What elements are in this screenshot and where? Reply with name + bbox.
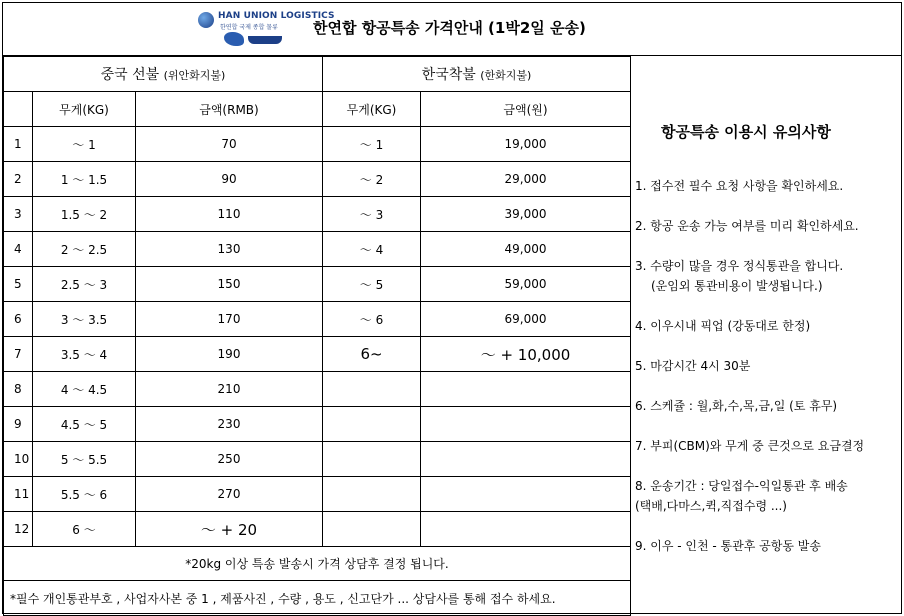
table-row	[4, 372, 631, 407]
page-title: 한연합 항공특송 가격안내 (1박2일 운송)	[313, 19, 586, 37]
notice-item: 4. 이우시내 픽업 (강동대로 한정)	[635, 319, 811, 333]
cn-amount-cell: 270	[136, 477, 323, 512]
kr-weight-cell	[323, 512, 421, 547]
table-row	[4, 162, 631, 197]
cn-amount-cell: 130	[136, 232, 323, 267]
row-number: 7	[4, 337, 33, 372]
price-sheet	[2, 2, 902, 614]
kr-weight-column-header: 무게(KG)	[323, 92, 421, 127]
cn-weight-cell: ～ 1	[33, 127, 136, 162]
notice-item-detail: (택배,다마스,퀵,직접수령 ...)	[635, 499, 787, 513]
row-number: 2	[4, 162, 33, 197]
kr-amount-cell: 39,000	[421, 197, 631, 232]
logo-text: HAN UNION LOGISTICS	[218, 11, 335, 21]
notice-title: 항공특송 이용시 유의사항	[661, 123, 831, 141]
index-column-header	[4, 92, 33, 127]
cn-weight-cell: 3 ～ 3.5	[33, 302, 136, 337]
china-section-subtitle: (위안화지불)	[163, 69, 226, 82]
row-number: 12	[4, 512, 33, 547]
cn-weight-column-header: 무게(KG)	[33, 92, 136, 127]
cn-amount-column-header: 금액(RMB)	[136, 92, 323, 127]
kr-amount-cell	[421, 372, 631, 407]
cn-weight-cell: 2.5 ～ 3	[33, 267, 136, 302]
kr-weight-cell	[323, 442, 421, 477]
required-docs-note: *필수 개인통관부호 , 사업자사본 중 1 , 제품사진 , 수량 , 용도 , 신고단가 ... 상담사를 통해 접수 하세요.	[4, 581, 631, 616]
row-number: 1	[4, 127, 33, 162]
table-row	[4, 512, 631, 547]
cn-weight-cell: 4.5 ～ 5	[33, 407, 136, 442]
row-number: 3	[4, 197, 33, 232]
cn-amount-cell: 210	[136, 372, 323, 407]
kr-amount-cell	[421, 407, 631, 442]
kr-amount-cell: 69,000	[421, 302, 631, 337]
consult-note: *20kg 이상 특송 발송시 가격 상담후 결정 됩니다.	[4, 547, 631, 581]
cn-amount-cell: 110	[136, 197, 323, 232]
row-number: 9	[4, 407, 33, 442]
cn-weight-cell: 1.5 ～ 2	[33, 197, 136, 232]
notice-item: 5. 마감시간 4시 30분	[635, 359, 751, 373]
kr-amount-cell: 19,000	[421, 127, 631, 162]
kr-weight-cell	[323, 407, 421, 442]
korea-cod-header	[323, 57, 631, 92]
kr-weight-cell: ～ 1	[323, 127, 421, 162]
notice-item: 8. 운송기간 : 당일접수-익일통관 후 배송	[635, 479, 848, 493]
table-row	[4, 442, 631, 477]
required-note-row	[4, 581, 631, 616]
company-logo	[198, 10, 335, 50]
cn-weight-cell: 1 ～ 1.5	[33, 162, 136, 197]
table-row	[4, 407, 631, 442]
logo-subtext: 한연합 국제 종합 물류	[220, 24, 278, 31]
kr-amount-cell: 29,000	[421, 162, 631, 197]
consult-note-row	[4, 547, 631, 581]
ship-icon	[248, 36, 282, 44]
kr-weight-cell	[323, 372, 421, 407]
cn-amount-cell: 190	[136, 337, 323, 372]
notice-item: 6. 스케쥴 : 월,화,수,목,금,일 (토 휴무)	[635, 399, 838, 413]
notice-item: 1. 접수전 필수 요청 사항을 확인하세요.	[635, 179, 844, 193]
cn-amount-cell: 150	[136, 267, 323, 302]
row-number: 8	[4, 372, 33, 407]
column-header-row	[4, 92, 631, 127]
cn-weight-cell: 4 ～ 4.5	[33, 372, 136, 407]
cn-weight-cell: 6 ～	[33, 512, 136, 547]
notice-item: 3. 수량이 많을 경우 정식통관을 합니다.	[635, 259, 844, 273]
row-number: 6	[4, 302, 33, 337]
notice-panel	[631, 56, 901, 553]
kr-amount-cell: ～ + 10,000	[421, 337, 631, 372]
row-number: 5	[4, 267, 33, 302]
kr-amount-cell	[421, 512, 631, 547]
kr-amount-column-header: 금액(원)	[421, 92, 631, 127]
kr-weight-cell: ～ 5	[323, 267, 421, 302]
cn-amount-cell: ～ + 20	[136, 512, 323, 547]
cn-weight-cell: 5 ～ 5.5	[33, 442, 136, 477]
kr-weight-cell	[323, 477, 421, 512]
table-row	[4, 127, 631, 162]
table-row	[4, 302, 631, 337]
china-prepaid-header	[4, 57, 323, 92]
kr-amount-cell	[421, 477, 631, 512]
cn-amount-cell: 90	[136, 162, 323, 197]
notice-item: 9. 이우 - 인천 - 통관후 공항동 발송	[635, 539, 821, 553]
notice-item-detail: (운임외 통관비용이 발생됩니다.)	[651, 279, 823, 293]
header	[3, 3, 901, 56]
table-row	[4, 337, 631, 372]
korea-section-title: 한국착불	[421, 67, 476, 83]
rate-table	[3, 56, 631, 616]
kr-weight-cell: ～ 2	[323, 162, 421, 197]
kr-amount-cell: 49,000	[421, 232, 631, 267]
kr-amount-cell	[421, 442, 631, 477]
table-row	[4, 267, 631, 302]
kr-weight-cell: ～ 4	[323, 232, 421, 267]
section-header-row	[4, 57, 631, 92]
table-row	[4, 232, 631, 267]
row-number: 4	[4, 232, 33, 267]
notice-item: 2. 항공 운송 가능 여부를 미리 확인하세요.	[635, 219, 859, 233]
row-number: 11	[4, 477, 33, 512]
notice-item: 7. 부피(CBM)와 무게 중 큰것으로 요금결정	[635, 439, 865, 453]
globe-icon	[198, 12, 214, 28]
table-row	[4, 197, 631, 232]
table-row	[4, 477, 631, 512]
cn-weight-cell: 3.5 ～ 4	[33, 337, 136, 372]
cn-amount-cell: 170	[136, 302, 323, 337]
kr-weight-cell: ～ 6	[323, 302, 421, 337]
cn-weight-cell: 2 ～ 2.5	[33, 232, 136, 267]
cn-weight-cell: 5.5 ～ 6	[33, 477, 136, 512]
cn-amount-cell: 230	[136, 407, 323, 442]
korea-section-subtitle: (한화지불)	[480, 69, 532, 82]
kr-weight-cell: 6~	[323, 337, 421, 372]
china-section-title: 중국 선불	[100, 67, 160, 83]
kr-amount-cell: 59,000	[421, 267, 631, 302]
row-number: 10	[4, 442, 33, 477]
cn-amount-cell: 250	[136, 442, 323, 477]
kr-weight-cell: ～ 3	[323, 197, 421, 232]
map-icon	[224, 32, 244, 46]
cn-amount-cell: 70	[136, 127, 323, 162]
